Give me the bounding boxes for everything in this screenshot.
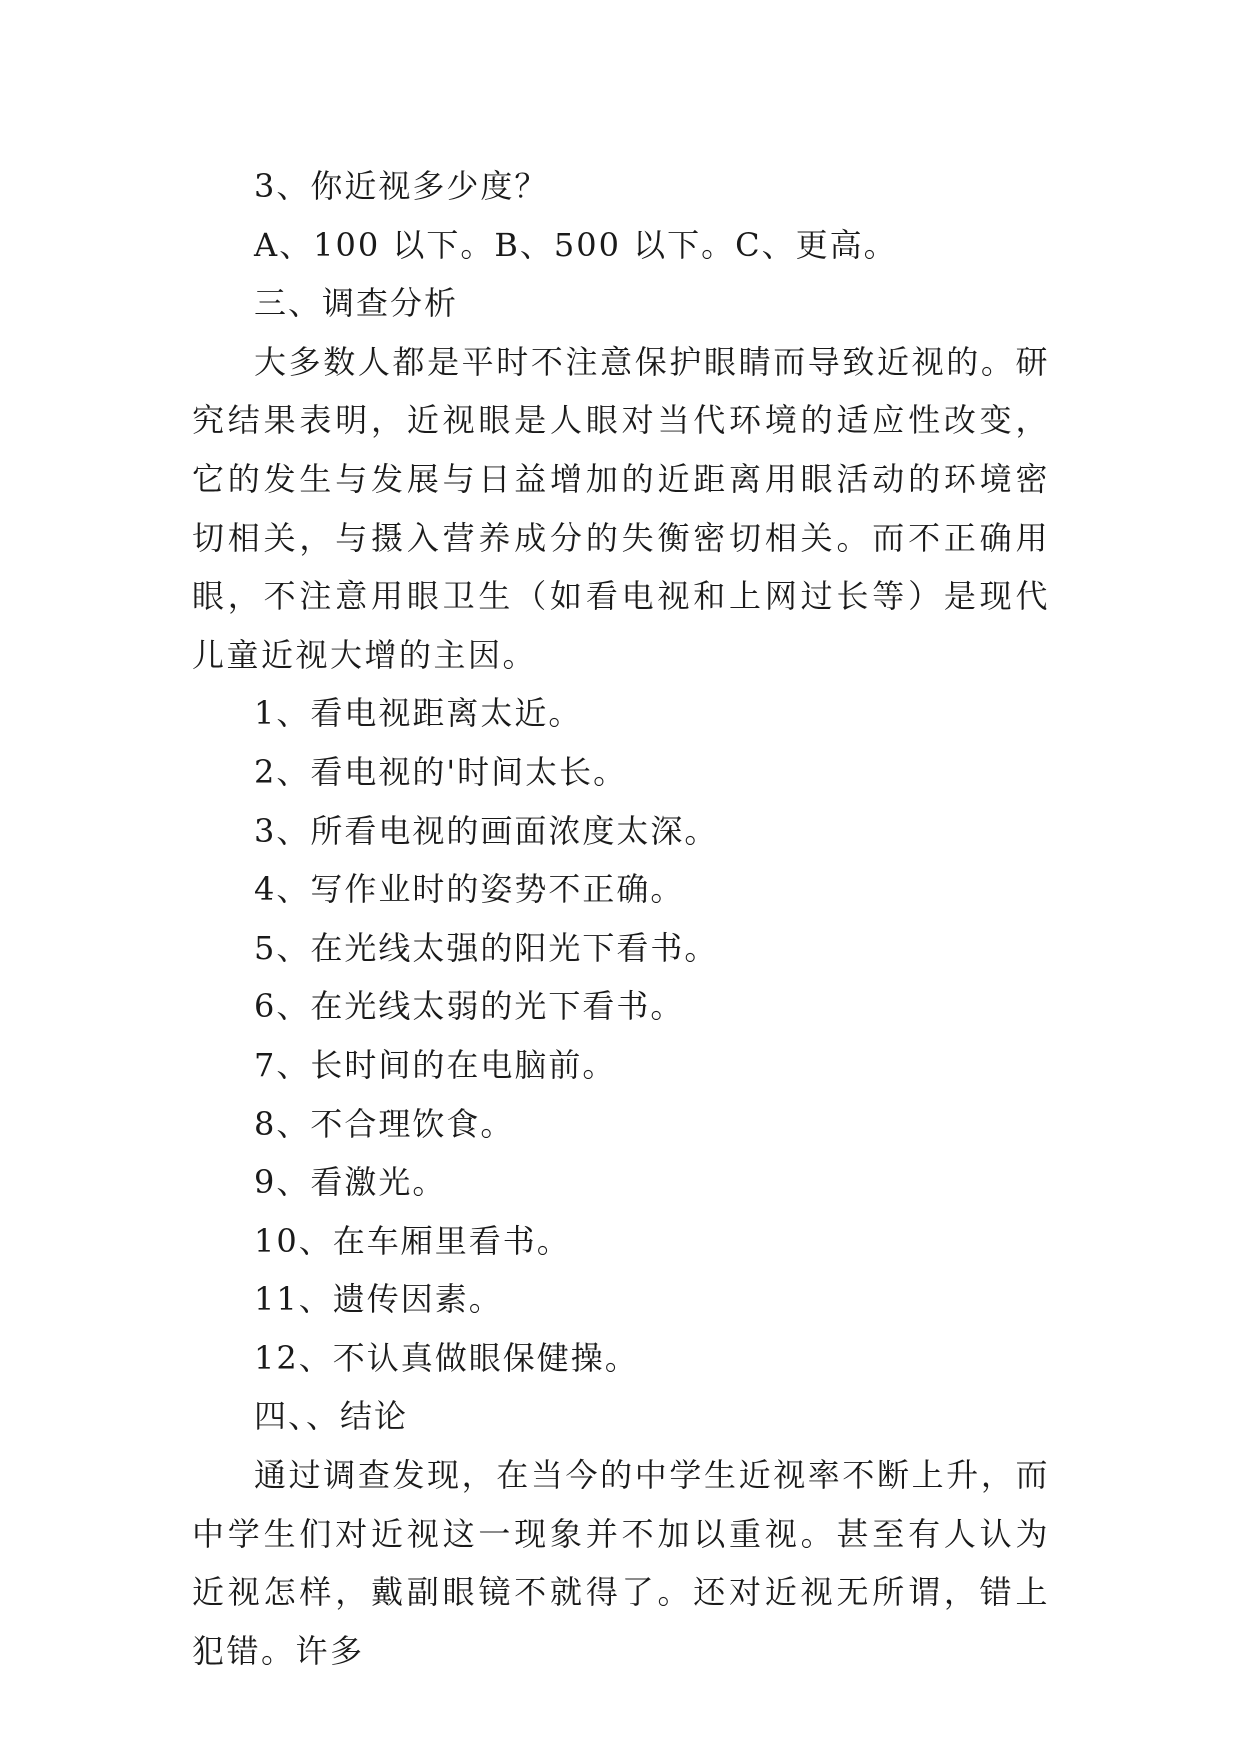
cause-item: 11、遗传因素。 <box>254 1280 503 1319</box>
document-body <box>192 157 1050 1680</box>
section-heading-conclusion: 四、、结论 <box>254 1397 409 1436</box>
cause-item: 6、在光线太弱的光下看书。 <box>254 987 685 1026</box>
cause-item: 5、在光线太强的阳光下看书。 <box>254 928 719 967</box>
cause-item: 10、在车厢里看书。 <box>254 1221 571 1260</box>
cause-item: 8、不合理饮食。 <box>254 1104 515 1143</box>
cause-item: 12、不认真做眼保健操。 <box>254 1338 639 1377</box>
cause-item: 7、长时间的在电脑前。 <box>254 1045 617 1084</box>
analysis-paragraph: 大多数人都是平时不注意保护眼睛而导致近视的。研究结果表明，近视眼是人眼对当代环境的适应性改变，它的发生与发展与日益增加的近距离用眼活动的环境密切相关，与摄入营养成分的失衡密切相关。而不正确用眼，不注意用眼卫生（如看电视和上网过长等）是现代儿童近视大增的主因。 <box>192 342 1050 674</box>
cause-item: 9、看激光。 <box>254 1163 447 1202</box>
cause-item: 1、看电视距离太近。 <box>254 694 583 733</box>
cause-item: 3、所看电视的画面浓度太深。 <box>254 811 719 850</box>
question-3: 3、你近视多少度？ <box>254 167 549 205</box>
question-3-options: A、100 以下。B、500 以下。C、更高。 <box>254 225 898 264</box>
section-heading-analysis: 三、调查分析 <box>254 284 459 323</box>
conclusion-paragraph: 通过调查发现，在当今的中学生近视率不断上升，而中学生们对近视这一现象并不加以重视。甚至有人认为近视怎样，戴副眼镜不就得了。还对近视无所谓，错上犯错。许多 <box>192 1456 1050 1670</box>
cause-item: 2、看电视的'时间太长。 <box>254 752 628 791</box>
cause-item: 4、写作业时的姿势不正确。 <box>254 870 685 909</box>
